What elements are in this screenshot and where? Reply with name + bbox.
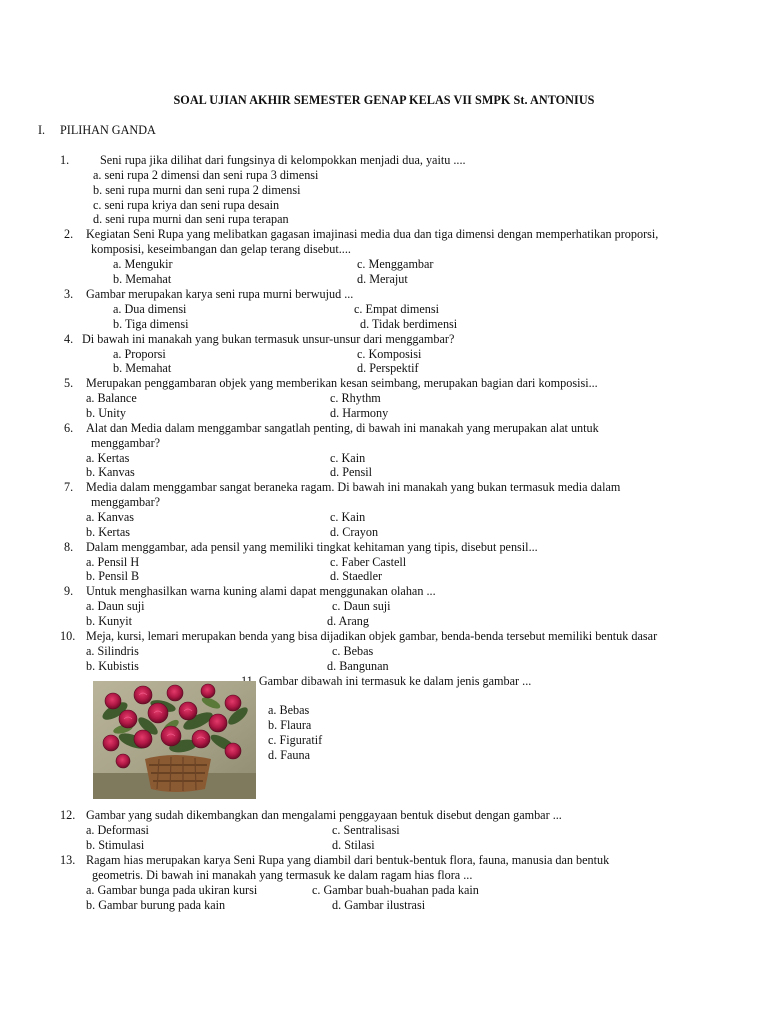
option-d: d. Staedler — [330, 569, 383, 583]
option-a: a. seni rupa 2 dimensi dan seni rupa 3 dimensi — [93, 168, 319, 182]
question-text-cont: geometris. Di bawah ini manakah yang termasuk ke dalam ragam hias flora ... — [92, 868, 473, 882]
question-text: Untuk menghasilkan warna kuning alami dapat menggunakan olahan ... — [86, 584, 436, 598]
question-2 — [60, 227, 700, 242]
option-a: a. Daun suji — [86, 599, 145, 613]
question-4 — [60, 332, 700, 347]
question-number: 10. — [60, 629, 76, 643]
option-a: a. Silindris — [86, 644, 139, 658]
question-number: 8. — [64, 540, 74, 554]
question-text: Ragam hias merupakan karya Seni Rupa yang diambil dari bentuk-bentuk flora, fauna, manusia dan bentuk — [86, 853, 610, 867]
option-d: d. Perspektif — [357, 361, 419, 375]
section-label: PILIHAN GANDA — [60, 123, 156, 137]
question-text-cont: komposisi, keseimbangan dan gelap terang disebut.... — [91, 242, 351, 256]
option-b: b. Unity — [86, 406, 126, 420]
question-9 — [60, 584, 700, 599]
question-text: Di bawah ini manakah yang bukan termasuk unsur-unsur dari menggambar? — [82, 332, 455, 346]
question-text: Seni rupa jika dilihat dari fungsinya di kelompokkan menjadi dua, yaitu .... — [100, 153, 466, 167]
option-a: a. Kanvas — [86, 510, 135, 524]
question-7 — [60, 480, 700, 495]
question-text: Kegiatan Seni Rupa yang melibatkan gagasan imajinasi media dua dan tiga dimensi dengan memperhatikan proporsi, — [86, 227, 659, 241]
option-b: b. Stimulasi — [86, 838, 145, 852]
question-3 — [60, 287, 700, 302]
question-8 — [60, 540, 700, 555]
option-d: d. Bangunan — [327, 659, 389, 673]
question-13 — [60, 853, 700, 868]
option-d: d. Fauna — [268, 748, 310, 762]
question-number: 2. — [64, 227, 74, 241]
option-d: d. Tidak berdimensi — [360, 317, 458, 331]
question-text: Meja, kursi, lemari merupakan benda yang bisa dijadikan objek gambar, benda-benda tersebut memiliki bentuk dasar — [86, 629, 658, 643]
option-c: c. Figuratif — [268, 733, 323, 747]
option-b: b. Memahat — [113, 361, 172, 375]
option-a: a. Deformasi — [86, 823, 149, 837]
question-12 — [60, 808, 700, 823]
option-c: c. Kain — [330, 510, 366, 524]
section-heading — [38, 123, 156, 138]
option-b: b. Kunyit — [86, 614, 133, 628]
option-d: d. Merajut — [357, 272, 408, 286]
question-number: 4. — [64, 332, 74, 346]
option-b: b. Kanvas — [86, 465, 135, 479]
question-text: Gambar yang sudah dikembangkan dan mengalami penggayaan bentuk disebut dengan gambar ... — [86, 808, 562, 822]
option-d: d. seni rupa murni dan seni rupa terapan — [93, 212, 289, 226]
option-b: b. Pensil B — [86, 569, 140, 583]
option-d: d. Pensil — [330, 465, 372, 479]
question-number: 7. — [64, 480, 74, 494]
question-11 — [241, 674, 531, 689]
option-b: b. Kubistis — [86, 659, 139, 673]
option-c: c. Empat dimensi — [354, 302, 439, 316]
option-c: c. Sentralisasi — [332, 823, 400, 837]
question-text: Alat dan Media dalam menggambar sangatlah penting, di bawah ini manakah yang merupakan alat untuk — [86, 421, 599, 435]
question-number: 13. — [60, 853, 76, 867]
option-d: d. Harmony — [330, 406, 389, 420]
question-text-cont: menggambar? — [91, 495, 161, 509]
option-b: b. seni rupa murni dan seni rupa 2 dimensi — [93, 183, 301, 197]
question-number: 6. — [64, 421, 74, 435]
question-number: 12. — [60, 808, 76, 822]
option-c: c. Faber Castell — [330, 555, 407, 569]
question-number: 1. — [60, 153, 70, 167]
option-b: b. Flaura — [268, 718, 312, 732]
option-a: a. Kertas — [86, 451, 130, 465]
option-c: c. Menggambar — [357, 257, 434, 271]
option-d: d. Gambar ilustrasi — [332, 898, 426, 912]
option-d: d. Crayon — [330, 525, 379, 539]
option-a: a. Balance — [86, 391, 137, 405]
page-title: SOAL UJIAN AKHIR SEMESTER GENAP KELAS VII SMPK St. ANTONIUS — [173, 93, 595, 107]
question-number: 5. — [64, 376, 74, 390]
question-1 — [60, 153, 700, 168]
question-number: 3. — [64, 287, 74, 301]
section-number: I. — [38, 123, 46, 137]
option-a: a. Mengukir — [113, 257, 173, 271]
question-text: Gambar merupakan karya seni rupa murni berwujud ... — [86, 287, 354, 301]
option-b: b. Gambar burung pada kain — [86, 898, 226, 912]
option-a: a. Gambar bunga pada ukiran kursi — [86, 883, 258, 897]
question-text-cont: menggambar? — [91, 436, 161, 450]
question-number: 9. — [64, 584, 74, 598]
option-c: c. Komposisi — [357, 347, 422, 361]
option-c: c. seni rupa kriya dan seni rupa desain — [93, 198, 280, 212]
option-a: a. Proporsi — [113, 347, 166, 361]
question-text: Merupakan penggambaran objek yang memberikan kesan seimbang, merupakan bagian dari komposisi... — [86, 376, 598, 390]
option-b: b. Memahat — [113, 272, 172, 286]
question-text: Dalam menggambar, ada pensil yang memiliki tingkat kehitaman yang tipis, disebut pensil... — [86, 540, 538, 554]
question-5 — [60, 376, 700, 391]
question-6 — [60, 421, 700, 436]
option-c: c. Rhythm — [330, 391, 381, 405]
question-text: Gambar dibawah ini termasuk ke dalam jenis gambar ... — [258, 674, 532, 688]
question-10 — [60, 629, 700, 644]
option-d: d. Stilasi — [332, 838, 375, 852]
option-c: c. Kain — [330, 451, 366, 465]
option-c: c. Gambar buah-buahan pada kain — [312, 883, 479, 897]
option-a: a. Pensil H — [86, 555, 140, 569]
question-text: Media dalam menggambar sangat beraneka ragam. Di bawah ini manakah yang bukan termasuk media dalam — [86, 480, 621, 494]
option-b: b. Kertas — [86, 525, 130, 539]
option-c: c. Daun suji — [332, 599, 391, 613]
option-a: a. Bebas — [268, 703, 310, 717]
flower-basket-painting — [93, 681, 256, 799]
option-b: b. Tiga dimensi — [113, 317, 189, 331]
option-c: c. Bebas — [332, 644, 374, 658]
option-d: d. Arang — [327, 614, 369, 628]
option-a: a. Dua dimensi — [113, 302, 187, 316]
